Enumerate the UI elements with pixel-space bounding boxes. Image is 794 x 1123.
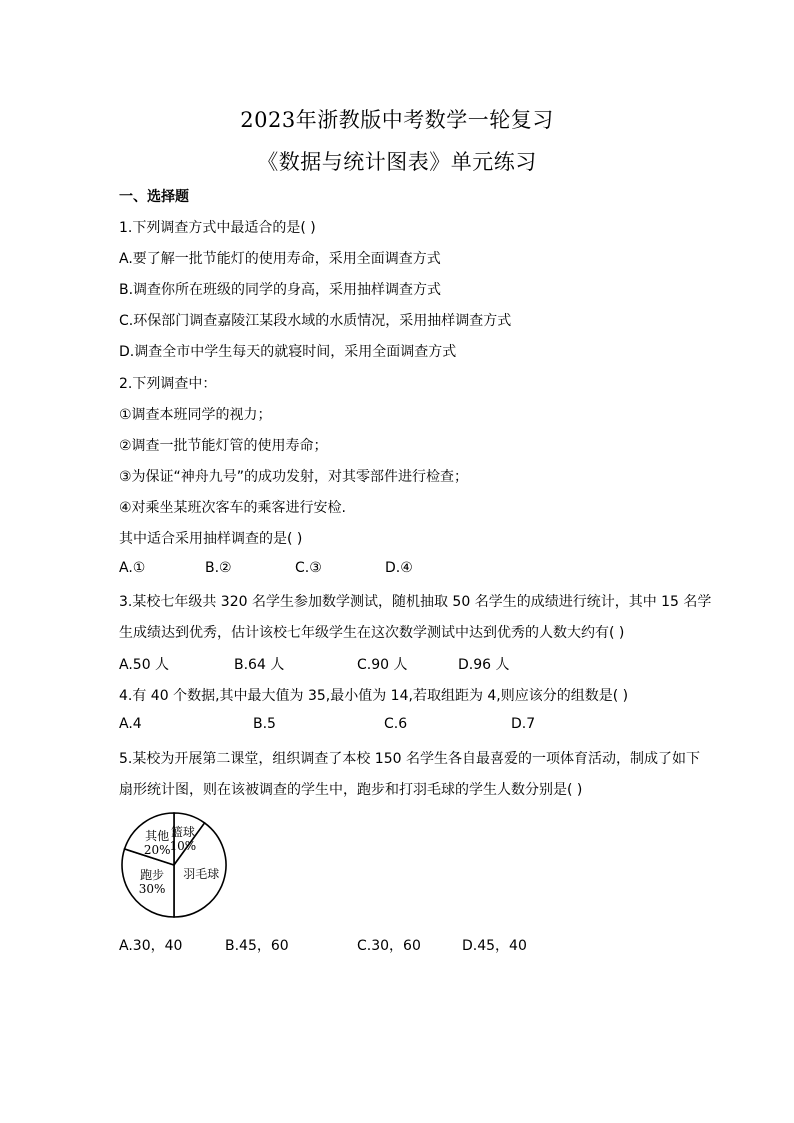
q1-option-a: A.要了解一批节能灯的使用寿命，采用全面调查方式 [119,251,441,267]
pie-chart [119,810,231,922]
q5-stem-line2: 扇形统计图，则在该被调查的学生中，跑步和打羽毛球的学生人数分别是( ) [119,782,583,798]
q4-option-d: D.7 [511,716,536,732]
q5-option-d: D.45，40 [462,938,527,954]
q2-item-3: ③为保证“神舟九号”的成功发射，对其零部件进行检查； [119,469,469,485]
q3-option-d: D.96 人 [458,657,510,673]
q2-item-2: ②调查一批节能灯管的使用寿命； [119,438,328,454]
document-title: 2023年浙教版中考数学一轮复习 [240,108,554,132]
q1-option-b: B.调查你所在班级的同学的身高，采用抽样调查方式 [119,282,442,298]
q2-item-4: ④对乘坐某班次客车的乘客进行安检. [119,500,347,516]
q2-option-b: B.② [205,560,232,576]
q1-option-c: C.环保部门调查嘉陵江某段水域的水质情况，采用抽样调查方式 [119,313,512,329]
q5-option-c: C.30，60 [357,938,421,954]
q3-stem-line2: 生成绩达到优秀，估计该校七年级学生在这次数学测试中达到优秀的人数大约有( ) [119,625,625,641]
q3-option-a: A.50 人 [119,657,170,673]
q2-option-a: A.① [119,560,146,576]
pie-slice-percent: 10% [169,838,197,853]
pie-slice-percent: 30% [138,881,166,896]
pie-slice-label: 篮球 [170,824,195,839]
pie-slice-label: 羽毛球 [183,866,220,881]
q4-option-c: C.6 [384,716,408,732]
q5-option-a: A.30，40 [119,938,183,954]
q2-stem: 2.下列调查中： [119,376,217,392]
q5-stem-line1: 5.某校为开展第二课堂，组织调查了本校 150 名学生各自最喜爱的一项体育活动，制成了如下 [119,751,700,767]
q3-option-c: C.90 人 [357,657,408,673]
q1-option-d: D.调查全市中学生每天的就寝时间，采用全面调查方式 [119,344,457,360]
q5-option-b: B.45，60 [225,938,289,954]
pie-slice-percent: 20% [143,842,171,857]
q1-stem: 1.下列调查方式中最适合的是( ) [119,220,316,236]
section-heading: 一、选择题 [119,189,189,205]
q4-option-b: B.5 [253,716,276,732]
q3-option-b: B.64 人 [234,657,285,673]
q2-item-1: ①调查本班同学的视力； [119,407,272,423]
q4-option-a: A.4 [119,716,142,732]
pie-slice-label: 其他 [145,828,170,843]
q2-option-d: D.④ [385,560,413,576]
q3-stem-line1: 3.某校七年级共 320 名学生参加数学测试，随机抽取 50 名学生的成绩进行统计，其中 15 名学 [119,594,712,610]
document-subtitle: 《数据与统计图表》单元练习 [257,150,537,174]
pie-slice-label: 跑步 [140,867,165,882]
q2-option-c: C.③ [295,560,322,576]
q2-ask: 其中适合采用抽样调查的是( ) [119,531,303,547]
q4-stem: 4.有 40 个数据,其中最大值为 35,最小值为 14,若取组距为 4,则应该分的组数是( ) [119,688,629,704]
